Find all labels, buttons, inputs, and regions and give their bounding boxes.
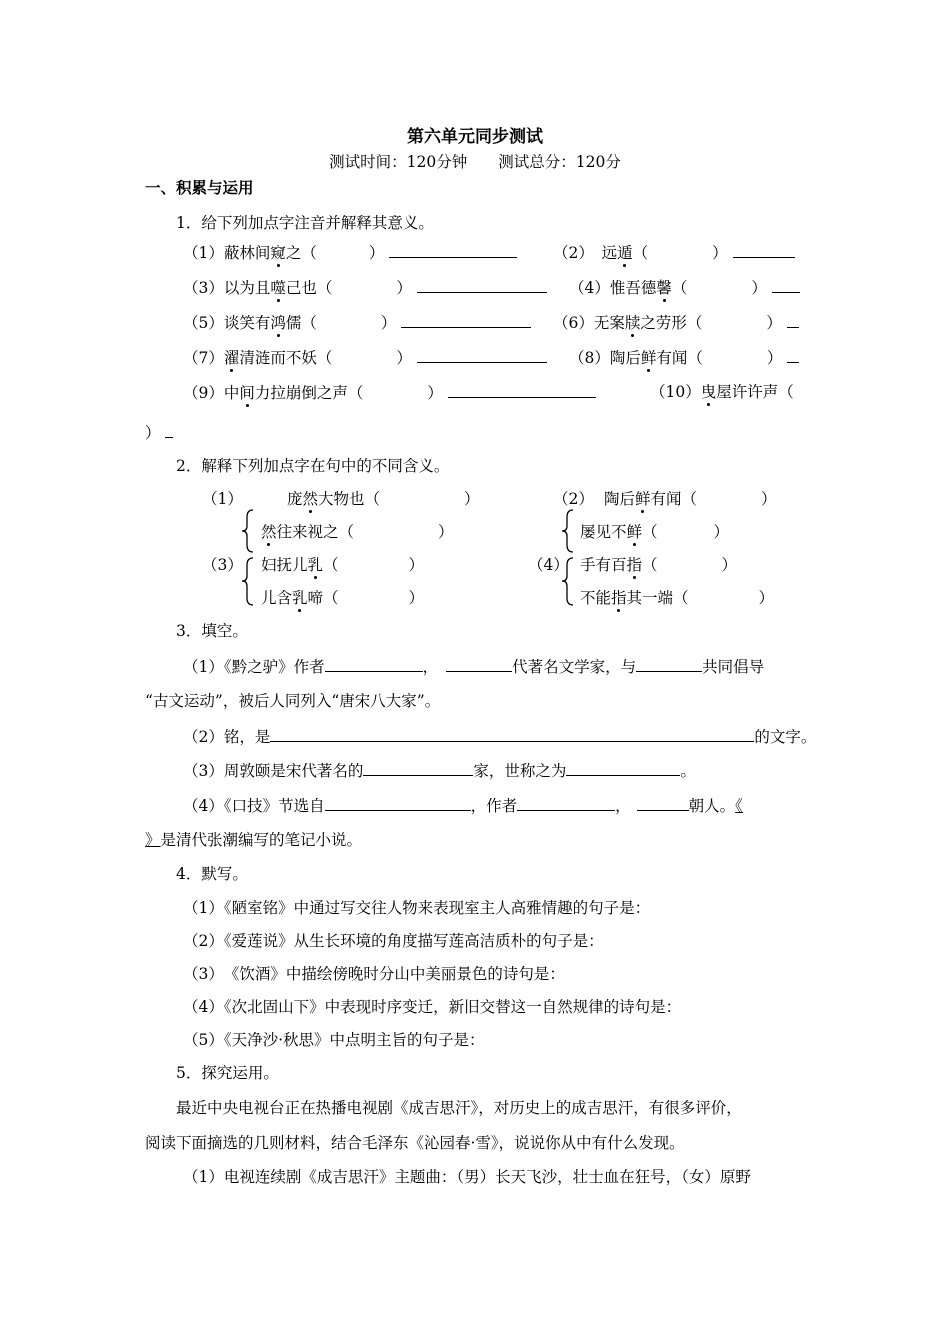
brace-icon (561, 554, 575, 608)
q1-item-10-tail: ） (145, 421, 173, 444)
q2-group-1-num: （1） (202, 490, 243, 508)
answer-blank[interactable] (363, 759, 473, 776)
brace-icon (241, 509, 255, 553)
answer-blank[interactable] (733, 241, 795, 258)
answer-blank[interactable] (389, 241, 517, 258)
q3-line-4: （4）《口技》节选自 ，作者 ， 朝人。《 (183, 794, 743, 817)
answer-blank[interactable] (772, 276, 800, 293)
question-1-prompt: 1．给下列加点字注音并解释其意义。 (176, 214, 434, 232)
page-subtitle: 测试时间：120分钟 测试总分：120分 (329, 153, 621, 171)
q2-g1-a: 庞然大物也（ ） (287, 490, 480, 508)
answer-blank[interactable] (566, 759, 680, 776)
q1-item-1: （1）蔽林间窥之（ ） (183, 241, 517, 264)
question-3-prompt: 3．填空。 (176, 622, 248, 640)
q1-item-4: （4）惟吾德馨（ ） (569, 276, 800, 299)
answer-blank[interactable] (401, 311, 531, 328)
q1-item-10: （10）曳屋许许声（ (650, 383, 794, 401)
q2-g2-b: 屡见不鲜（ ） (580, 523, 730, 541)
answer-blank[interactable] (417, 276, 547, 293)
answer-blank[interactable] (517, 794, 615, 811)
brace-icon (241, 554, 255, 608)
q2-g3-b: 儿含乳啼（ ） (261, 589, 425, 607)
q2-group-3-num: （3） (202, 556, 243, 574)
q3-line-1: （1）《黔之驴》作者 ， 代著名文学家，与 共同倡导 (183, 655, 764, 678)
q3-line-4-cont: 》是清代张潮编写的笔记小说。 (145, 831, 363, 849)
q1-item-2: （2） 远遁（ ） (553, 241, 795, 264)
q4-item: （2）《爱莲说》从生长环境的角度描写莲高洁质朴的句子是： (183, 932, 604, 950)
answer-blank[interactable] (446, 655, 512, 672)
q2-g4-a: 手有百指（ ） (580, 556, 738, 574)
answer-blank[interactable] (787, 346, 799, 363)
q5-paragraph: 阅读下面摘选的几则材料，结合毛泽东《沁园春·雪》，说说你从中有什么发现。 (145, 1134, 685, 1152)
brace-icon (561, 509, 575, 553)
q1-item-9: （9）中间力拉崩倒之声（ ） (183, 381, 596, 404)
question-5-prompt: 5．探究运用。 (176, 1064, 279, 1082)
answer-blank[interactable] (270, 725, 754, 742)
q2-g3-a: 妇抚儿乳（ ） (261, 556, 425, 574)
q2-g1-b: 然往来视之（ ） (261, 523, 454, 541)
q3-line-2: （2）铭，是 的文字。 (183, 725, 816, 748)
answer-blank[interactable] (417, 346, 547, 363)
answer-blank[interactable] (787, 311, 799, 328)
q1-item-8: （8）陶后鲜有闻（ ） (569, 346, 799, 369)
answer-blank[interactable] (448, 381, 596, 398)
q2-group-4-num: （4） (528, 556, 569, 574)
answer-blank[interactable] (636, 655, 702, 672)
q1-item-7: （7）濯清涟而不妖（ ） (183, 346, 547, 369)
answer-blank[interactable] (325, 655, 423, 672)
q4-item: （4）《次北固山下》中表现时序变迁，新旧交替这一自然规律的诗句是： (183, 998, 682, 1016)
q5-material: （1）电视连续剧《成吉思汗》主题曲：（男）长天飞沙，壮士血在狂号，（女）原野 (183, 1168, 751, 1186)
section-heading: 一、积累与运用 (145, 179, 254, 197)
q2-group-2-num: （2） (553, 490, 594, 508)
answer-blank[interactable] (637, 794, 689, 811)
q1-item-3: （3）以为且噬己也（ ） (183, 276, 547, 299)
q4-item: （1）《陋室铭》中通过写交往人物来表现室主人高雅情趣的句子是： (183, 899, 651, 917)
answer-blank[interactable] (325, 794, 471, 811)
q1-item-6: （6）无案牍之劳形（ ） (553, 311, 799, 334)
q1-item-5: （5）谈笑有鸿儒（ ） (183, 311, 531, 334)
q4-item: （5）《天净沙·秋思》中点明主旨的句子是： (183, 1031, 485, 1049)
q4-item: （3） 《饮酒》中描绘傍晚时分山中美丽景色的诗句是： (183, 965, 565, 983)
q3-line-1-cont: “古文运动”，被后人同列入“唐宋八大家”。 (145, 692, 441, 710)
page-title: 第六单元同步测试 (407, 127, 543, 147)
q3-line-3: （3）周敦颐是宋代著名的 家，世称之为 。 (183, 759, 696, 782)
q5-paragraph: 最近中央电视台正在热播电视剧《成吉思汗》，对历史上的成吉思汗，有很多评价， (176, 1099, 742, 1117)
question-2-prompt: 2．解释下列加点字在句中的不同含义。 (176, 457, 450, 475)
q2-g2-a: 陶后鲜有闻（ ） (604, 490, 777, 508)
answer-blank[interactable] (165, 421, 173, 438)
q2-g4-b: 不能指其一端（ ） (580, 589, 775, 607)
question-4-prompt: 4．默写。 (176, 865, 248, 883)
